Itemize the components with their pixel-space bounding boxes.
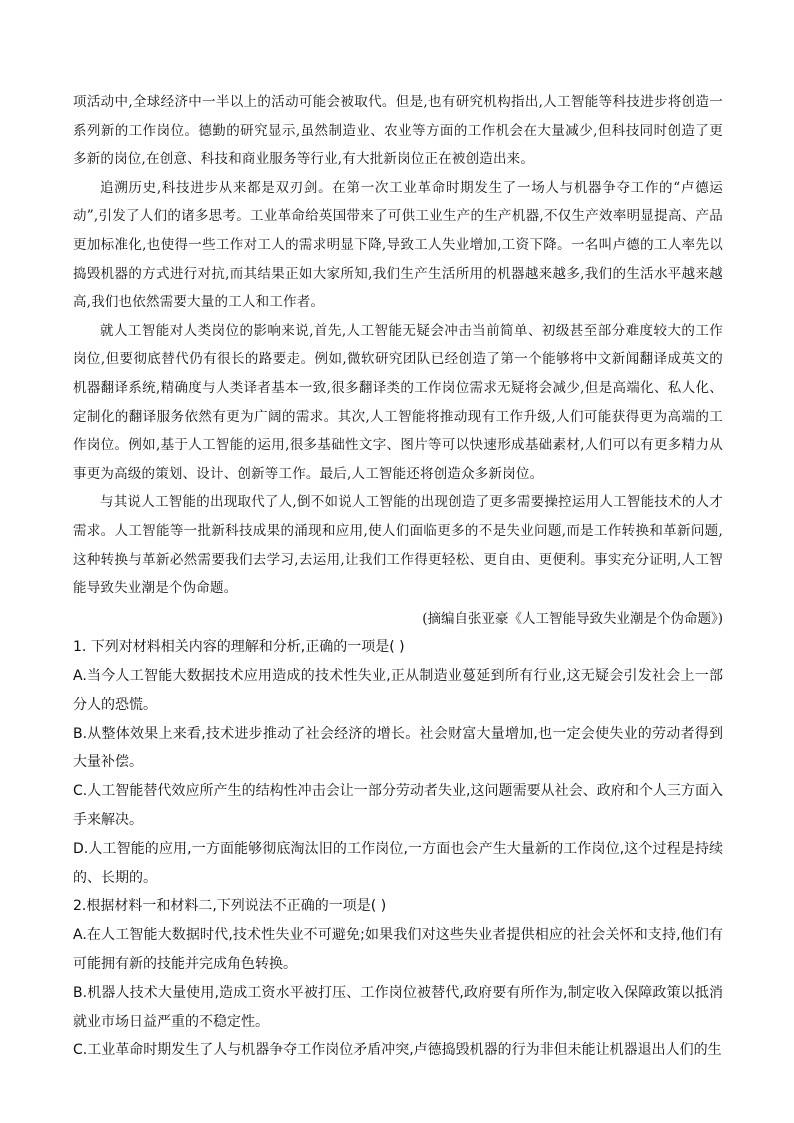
option-c: C.人工智能替代效应所产生的结构性冲击会让一部分劳动者失业,这问题需要从社会、政府和个人三方面入手来解决。	[73, 783, 723, 829]
article-paragraph-3: 就人工智能对人类岗位的影响来说,首先,人工智能无疑会冲击当前简单、初级甚至部分难度较大的工作岗位,但要彻底替代仍有很长的路要走。例如,微软研究团队已经创造了第一个能够将中文新闻翻译成英文的机器翻译系统,精确度与人类译者基本一致,很多翻译类的工作岗位需求无疑将会减少,但是高端化、私人化、定制化的翻译服务依然有更为广阔的需求。其次,人工智能将推动现有工作升级,人们可能获得更为高端的工作岗位。例如,基于人工智能的运用,很多基础性文字、图片等可以快速形成基础素材,人们可以有更多精力从事更为高级的策划、设计、创新等工作。最后,人工智能还将创造众多新岗位。	[73, 322, 723, 482]
question-1	[73, 633, 723, 892]
option-b: B.从整体效果上来看,技术进步推动了社会经济的增长。社会财富大量增加,也一定会使失业的劳动者得到大量补偿。	[73, 725, 723, 771]
option-a: A.在人工智能大数据时代,技术性失业不可避免;如果我们对这些失业者提供相应的社会关怀和支持,他们有可能拥有新的技能并完成角色转换。	[73, 927, 723, 973]
option-a: A.当今人工智能大数据技术应用造成的技术性失业,正从制造业蔓延到所有行业,这无疑会引发社会上一部分人的恐慌。	[73, 668, 723, 713]
option-d: D.人工智能的应用,一方面能够彻底淘汰旧的工作岗位,一方面也会产生大量新的工作岗位,这个过程是持续的、长期的。	[73, 840, 723, 886]
article-source: (摘编自张亚豪《人工智能导致失业潮是个伪命题》)	[422, 610, 723, 627]
document-page	[73, 88, 723, 1065]
article-paragraph-4: 与其说人工智能的出现取代了人,倒不如说人工智能的出现创造了更多需要操控运用人工智能技术的人才需求。人工智能等一批新科技成果的涌现和应用,使人们面临更多的不是失业问题,而是工作转换和革新问题,这种转换与革新必然需要我们去学习,去运用,让我们工作得更轻松、更自由、更便利。事实充分证明,人工智能导致失业潮是个伪命题。	[73, 494, 723, 597]
article-paragraph-1: 项活动中,全球经济中一半以上的活动可能会被取代。但是,也有研究机构指出,人工智能等科技进步将创造一系列新的工作岗位。德勤的研究显示,虽然制造业、农业等方面的工作机会在大量减少,但科技同时创造了更多新的岗位,在创意、科技和商业服务等行业,有大批新岗位正在被创造出来。	[73, 94, 723, 168]
article-paragraph-2: 追溯历史,科技进步从来都是双刃剑。在第一次工业革命时期发生了一场人与机器争夺工作的“卢德运动”,引发了人们的诸多思考。工业革命给英国带来了可供工业生产的生产机器,不仅生产效率明显提高、产品更加标准化,也使得一些工作对工人的需求明显下降,导致工人失业增加,工资下降。一名叫卢德的工人率先以捣毁机器的方式进行对抗,而其结果正如大家所知,我们生产生活所用的机器越来越多,我们的生活水平越来越高,我们也依然需要大量的工人和工作者。	[73, 179, 723, 311]
question-2	[73, 892, 723, 1065]
question-stem: 2.根据材料一和材料二,下列说法不正确的一项是( )	[73, 898, 387, 915]
option-b: B.机器人技术大量使用,造成工资水平被打压、工作岗位被替代,政府要有所作为,制定收入保障政策以抵消就业市场日益严重的不稳定性。	[73, 984, 723, 1030]
question-stem: 1. 下列对材料相关内容的理解和分析,正确的一项是( )	[73, 639, 405, 656]
option-c: C.工业革命时期发生了人与机器争夺工作岗位矛盾冲突,卢德捣毁机器的行为非但未能让机器退出人们的生	[73, 1042, 722, 1059]
